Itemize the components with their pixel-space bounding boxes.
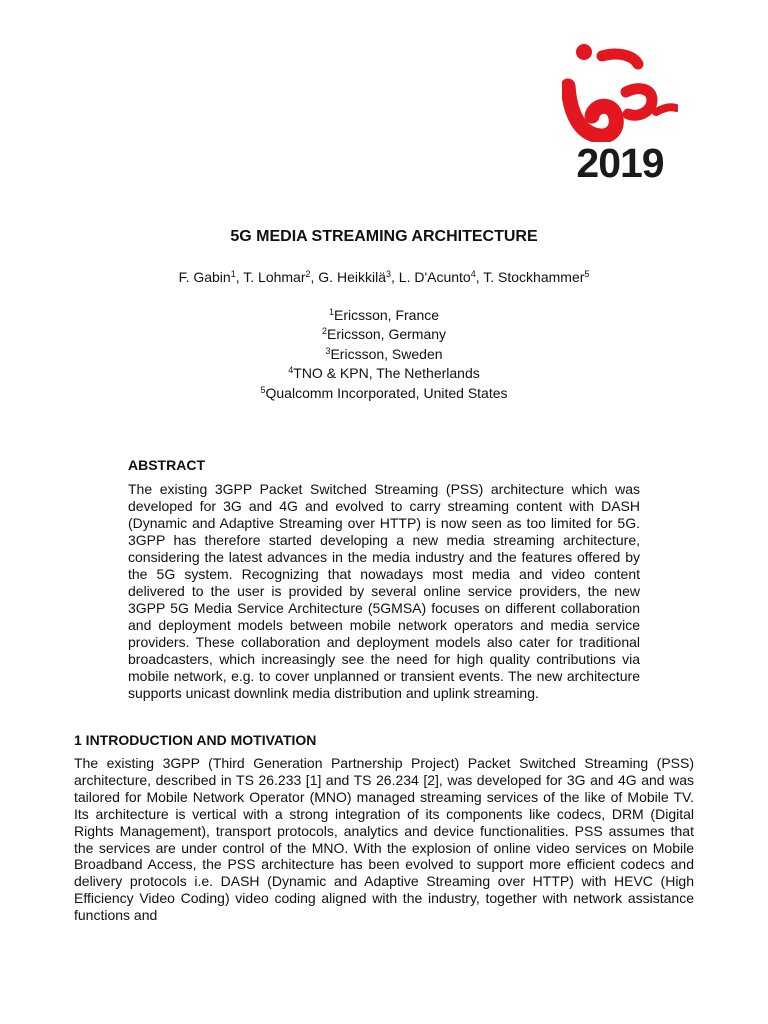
author-affil-sup: 2 — [305, 269, 311, 279]
author-separator: , — [391, 269, 399, 285]
author-affil-sup: 1 — [230, 269, 236, 279]
affiliation-list — [0, 306, 768, 403]
paper-title: 5G MEDIA STREAMING ARCHITECTURE — [230, 228, 538, 245]
affiliation — [0, 364, 768, 383]
author: F. Gabin — [178, 269, 231, 285]
author-list — [0, 268, 768, 286]
section-heading: 1 INTRODUCTION AND MOTIVATION — [74, 732, 317, 748]
affiliation-text: Qualcomm Incorporated, United States — [265, 384, 508, 401]
section-body: The existing 3GPP (Third Generation Partnership Project) Packet Switched Streaming (PSS) architecture, described in TS 26.233 [1] and TS 26.234 [2], was developed for 3G and 4G and was tailored for Mobile Network Operator (MNO) managed streaming services of the like of Mobile TV. Its architecture is vertical with a strong integration of its components like codecs, DRM (Digital Rights Management), transport protocols, analytics and device functionalities. PSS assumes that the services are under control of the MNO. With the explosion of online video services on Mobile Broadband Access, the PSS architecture has been evolved to support more efficient codecs and delivery protocols i.e. DASH (Dynamic and Adaptive Streaming over HTTP) with HEVC (High Efficiency Video Coding) video coding aligned with the industry, together with network assistance functions and — [74, 755, 694, 924]
affiliation-sup: 4 — [288, 365, 294, 376]
author-affil-sup: 3 — [385, 269, 391, 279]
affiliation-sup: 2 — [321, 326, 327, 337]
affiliation — [0, 345, 768, 364]
affiliation — [0, 384, 768, 403]
affiliation-sup: 5 — [260, 384, 266, 395]
abstract-body: The existing 3GPP Packet Switched Streaming (PSS) architecture which was developed for 3G and 4G and evolved to carry streaming content with DASH (Dynamic and Adaptive Streaming over HTTP) is now seen as too limited for 5G. 3GPP has therefore started developing a new media streaming architecture, considering the latest advances in the media industry and the features offered by the 5G system. Recognizing that nowadays most media and video content delivered to the user is provided by several online service providers, the new 3GPP 5G Media Service Architecture (5GMSA) focuses on different collaboration and deployment models between mobile network operators and media service providers. These collaboration and deployment models also cater for traditional broadcasters, which increasingly see the need for high quality contributions via mobile network, e.g. to cover unplanned or transient events. The new architecture supports unicast downlink media distribution and uplink streaming. — [128, 481, 640, 701]
author: G. Heikkilä — [318, 269, 386, 285]
affiliation-sup: 1 — [328, 307, 334, 317]
affiliation-text: Ericsson, Sweden — [330, 345, 443, 362]
abstract-heading: ABSTRACT — [128, 457, 205, 473]
ibc-logo — [562, 42, 678, 184]
author-affil-sup: 5 — [584, 269, 590, 279]
ibc-logo-mark — [562, 42, 678, 142]
author-affil-sup: 4 — [470, 269, 476, 279]
affiliation-text: Ericsson, Germany — [326, 326, 447, 343]
affiliation — [0, 306, 768, 325]
logo-year: 2019 — [576, 140, 664, 186]
author: T. Stockhammer — [483, 269, 585, 285]
affiliation-text: Ericsson, France — [333, 307, 440, 323]
author-separator: , — [310, 269, 319, 285]
author-separator: , — [235, 269, 244, 285]
author-separator: , — [475, 269, 484, 285]
affiliation-sup: 3 — [325, 345, 331, 356]
affiliation-text: TNO & KPN, The Netherlands — [293, 365, 480, 382]
author: L. D'Acunto — [398, 269, 471, 285]
affiliation — [0, 325, 768, 344]
author: T. Lohmar — [243, 269, 306, 285]
